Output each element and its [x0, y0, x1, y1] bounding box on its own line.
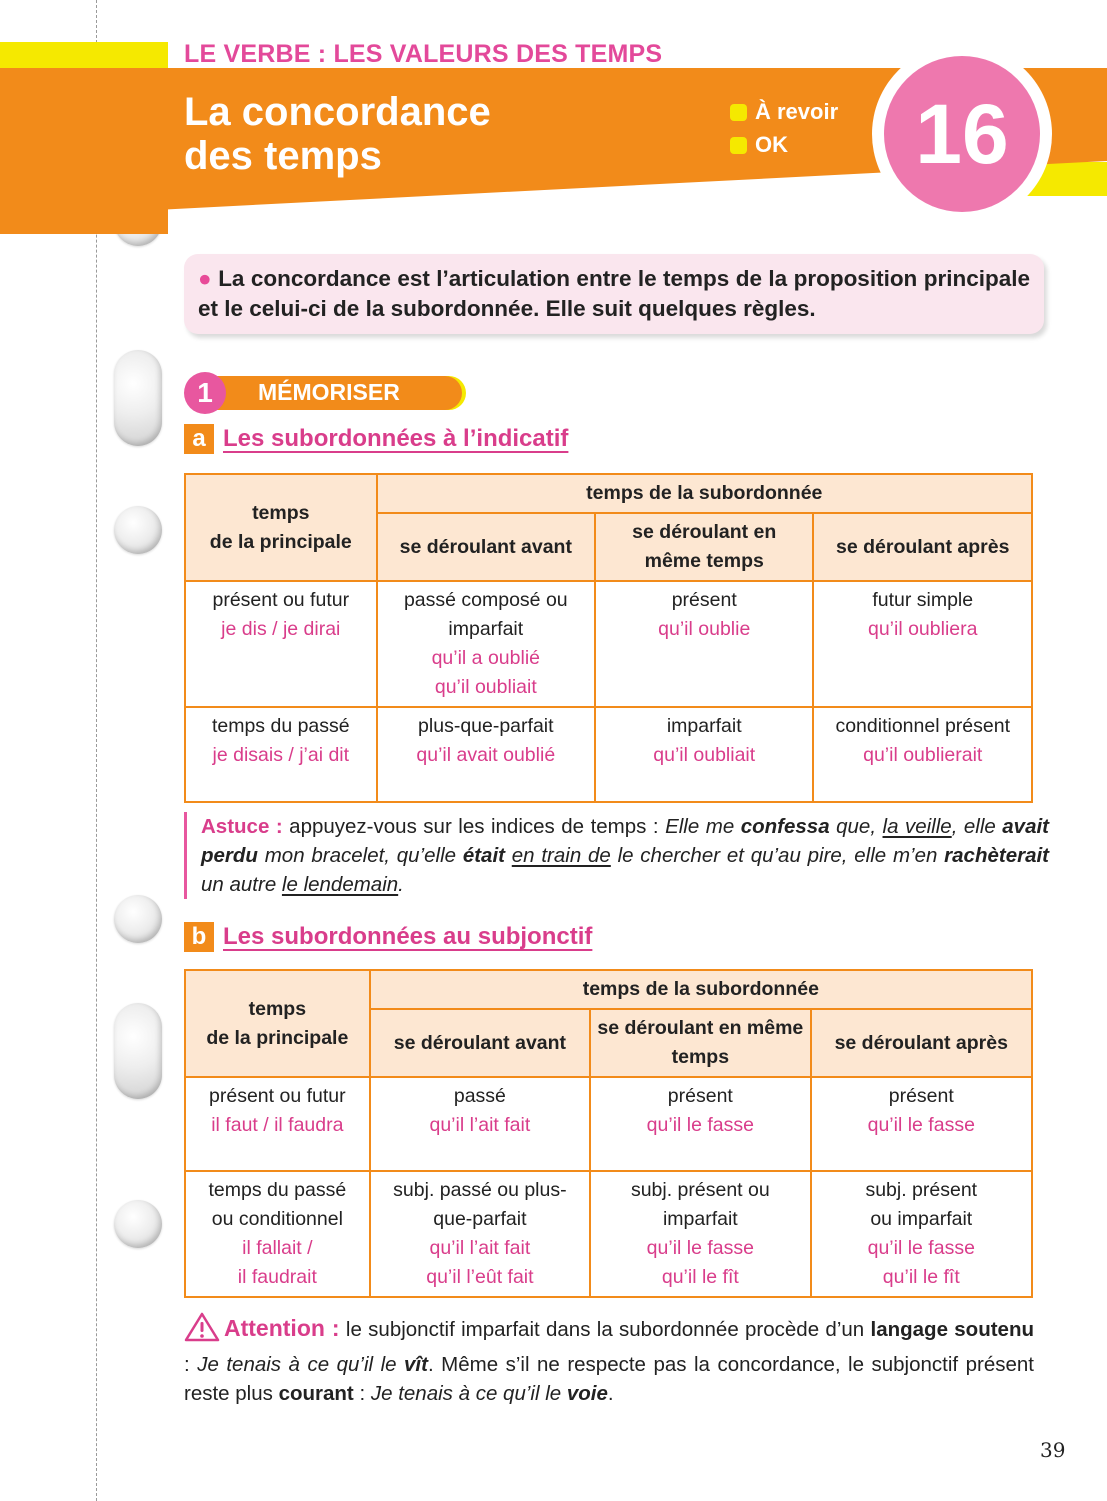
- intro-box: [184, 254, 1044, 334]
- table-cell: présent qu’il oublie: [595, 581, 813, 707]
- page-number: 39: [1040, 1438, 1066, 1462]
- table-cell: subj. présent ou imparfait qu’il le fasse qu’il le fît: [811, 1171, 1032, 1297]
- tip-label: Astuce :: [201, 815, 283, 838]
- table-cell: plus-que-parfait qu’il avait oublié: [377, 707, 595, 802]
- table-row: [185, 1077, 1032, 1171]
- table-cell: futur simple qu’il oubliera: [813, 581, 1032, 707]
- tip-box: Astuce : appuyez-vous sur les indices de temps : Elle me confessa que, la veille, elle avait perdu mon bracelet, qu’elle était en train de le chercher et qu’au pire, elle m’en rachèterait un autre le lendemain.: [184, 812, 1049, 899]
- header-sub-tense: temps de la subordonnée: [370, 970, 1032, 1009]
- punch-hole: [114, 1200, 162, 1248]
- table-row: [185, 1171, 1032, 1297]
- section-label: MÉMORISER: [258, 379, 400, 405]
- chapter-number-badge: 16: [884, 56, 1040, 212]
- chapter-heading: LE VERBE : LES VALEURS DES TEMPS: [184, 40, 663, 68]
- subsection-b-heading: [184, 922, 592, 952]
- subsection-letter: a: [184, 424, 214, 454]
- table-cell: passé qu’il l’ait fait: [370, 1077, 590, 1171]
- table-cell: conditionnel présent qu’il oublierait: [813, 707, 1032, 802]
- header-band: [0, 68, 168, 234]
- table-cell: subj. passé ou plus- que-parfait qu’il l’ait fait qu’il l’eût fait: [370, 1171, 590, 1297]
- header-before: se déroulant avant: [377, 513, 595, 581]
- intro-text: La concordance est l’articulation entre le temps de la proposition principale et le celui-ci de la subordonnée. Elle suit quelques règles.: [198, 266, 1031, 321]
- header-before: se déroulant avant: [370, 1009, 590, 1077]
- status-ok-checkbox[interactable]: OK: [730, 132, 788, 158]
- indicatif-table: [184, 473, 1033, 803]
- header-same-time: se déroulant en même temps: [595, 513, 813, 581]
- bullet-icon: ●: [198, 266, 212, 291]
- warning-icon: [184, 1312, 220, 1350]
- punch-hole: [114, 895, 162, 943]
- section-number: 1: [184, 372, 226, 414]
- table-cell: présent qu’il le fasse: [811, 1077, 1032, 1171]
- subsection-letter: b: [184, 922, 214, 952]
- punch-hole: [114, 506, 162, 554]
- subjonctif-table: [184, 969, 1033, 1298]
- page-title: La concordance des temps: [184, 90, 491, 178]
- attention-box: Attention : le subjonctif imparfait dans la subordonnée procède d’un langage soutenu : Je tenais à ce qu’il le vît. Même s’il ne respecte pas la concordance, le subjonctif présent reste plus courant : Je tenais à ce qu’il le voie.: [184, 1312, 1034, 1408]
- attention-label: Attention :: [224, 1315, 340, 1341]
- table-cell: présent ou futur je dis / je dirai: [185, 581, 377, 707]
- table-cell: imparfait qu’il oubliait: [595, 707, 813, 802]
- subsection-title: Les subordonnées à l’indicatif: [223, 425, 569, 452]
- table-cell: subj. présent ou imparfait qu’il le fasse qu’il le fît: [590, 1171, 810, 1297]
- header-accent: [0, 42, 168, 70]
- status-review-checkbox[interactable]: À revoir: [730, 99, 838, 125]
- punch-hole: [114, 350, 162, 446]
- header-after: se déroulant après: [813, 513, 1032, 581]
- section-heading: [184, 372, 464, 414]
- subsection-a-heading: [184, 424, 568, 454]
- header-main-tense: temps de la principale: [185, 970, 370, 1077]
- table-row: [185, 707, 1032, 802]
- table-cell: présent ou futur il faut / il faudra: [185, 1077, 370, 1171]
- table-cell: présent qu’il le fasse: [590, 1077, 810, 1171]
- header-same-time: se déroulant en même temps: [590, 1009, 810, 1077]
- table-cell: temps du passé ou conditionnel il fallait / il faudrait: [185, 1171, 370, 1297]
- table-row: [185, 581, 1032, 707]
- subsection-title: Les subordonnées au subjonctif: [223, 923, 593, 950]
- header-sub-tense: temps de la subordonnée: [377, 474, 1032, 513]
- punch-hole: [114, 1003, 162, 1099]
- checkbox-icon: [730, 104, 747, 121]
- header-after: se déroulant après: [811, 1009, 1032, 1077]
- header-main-tense: temps de la principale: [185, 474, 377, 581]
- table-cell: temps du passé je disais / j’ai dit: [185, 707, 377, 802]
- checkbox-icon: [730, 137, 747, 154]
- table-cell: passé composé ou imparfait qu’il a oublié qu’il oubliait: [377, 581, 595, 707]
